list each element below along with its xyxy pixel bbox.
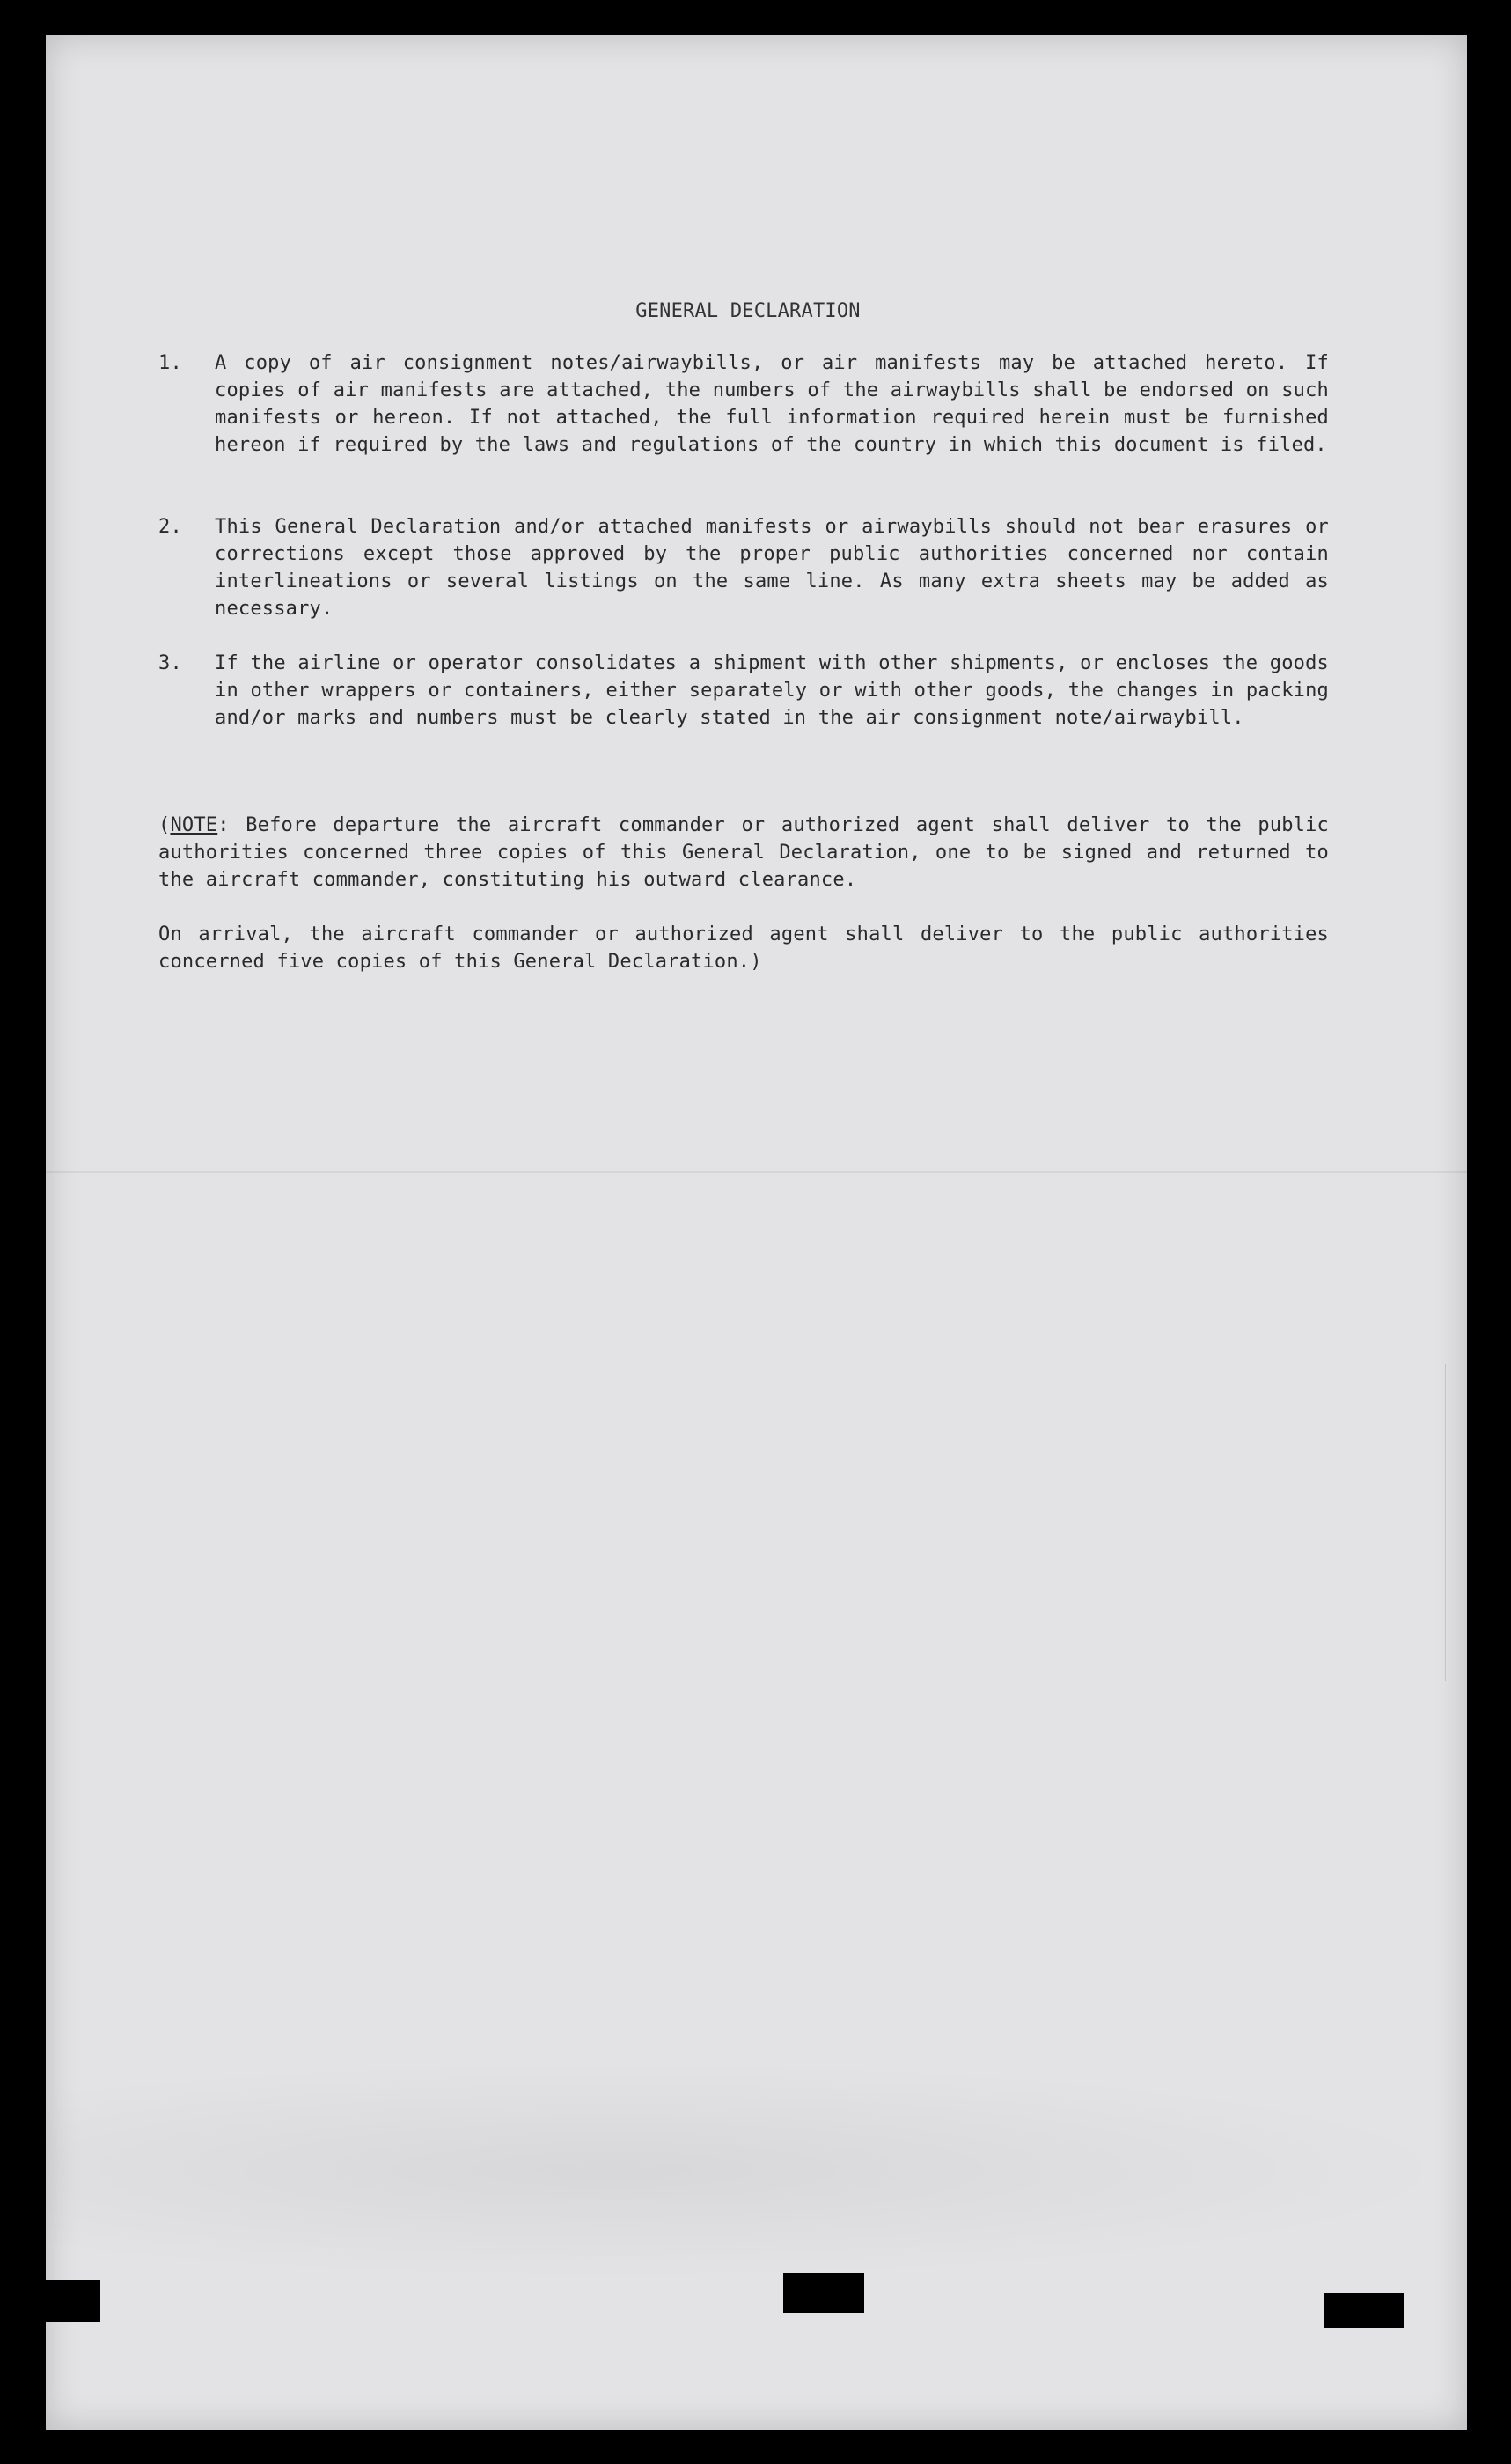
item-text: This General Declaration and/or attached manifests or airwaybills should not bear erasures or corrections except those approved by the proper public authorities concerned nor contain interlineations or several listings on the same line. As many extra sheets may be added as necessary. bbox=[215, 516, 1329, 620]
bleed-through-shadow bbox=[46, 2060, 1467, 2280]
page-fold-line bbox=[46, 1171, 1467, 1173]
binding-tab-right bbox=[1324, 2293, 1404, 2328]
faint-margin-line bbox=[1445, 1364, 1477, 1681]
item-number: 3. bbox=[158, 652, 182, 674]
item-number: 2. bbox=[158, 516, 182, 538]
item-text: If the airline or operator consolidates a shipment with other shipments, or encloses the goods in other wrappers or containers, either separately or with other goods, the changes in packing and/or marks and numbers must be clearly stated in the air consignment note/airwaybill. bbox=[215, 652, 1329, 729]
arrival-note: On arrival, the aircraft commander or authorized agent shall deliver to the public authorities concerned five copies of this General Declaration.) bbox=[158, 923, 1329, 973]
binding-tab-left bbox=[46, 2280, 100, 2322]
item-text: A copy of air consignment notes/airwaybills, or air manifests may be attached hereto. If copies of air manifests are attached, the numbers of the airwaybills shall be endorsed on such manifests or hereon. If not attached, the full information required herein must be furnished hereon if required by the laws and regulations of the country in which this document is filed. bbox=[215, 352, 1329, 456]
page-title: GENERAL DECLARATION bbox=[635, 300, 861, 322]
note-text: Before departure the aircraft commander or authorized agent shall deliver to the public authorities concerned three copies of this General Declaration, one to be signed and returned to the aircraft commander, constituting his outward clearance. bbox=[158, 814, 1329, 891]
note-label: NOTE bbox=[170, 814, 218, 836]
instruction-item-2 bbox=[158, 513, 1329, 622]
binding-tab-center bbox=[783, 2273, 864, 2313]
item-number: 1. bbox=[158, 352, 182, 374]
instruction-item-3 bbox=[158, 650, 1329, 732]
note-colon: : bbox=[217, 814, 230, 836]
instruction-item-1 bbox=[158, 349, 1329, 459]
departure-note bbox=[158, 812, 1329, 894]
note-open-paren: ( bbox=[158, 814, 171, 836]
